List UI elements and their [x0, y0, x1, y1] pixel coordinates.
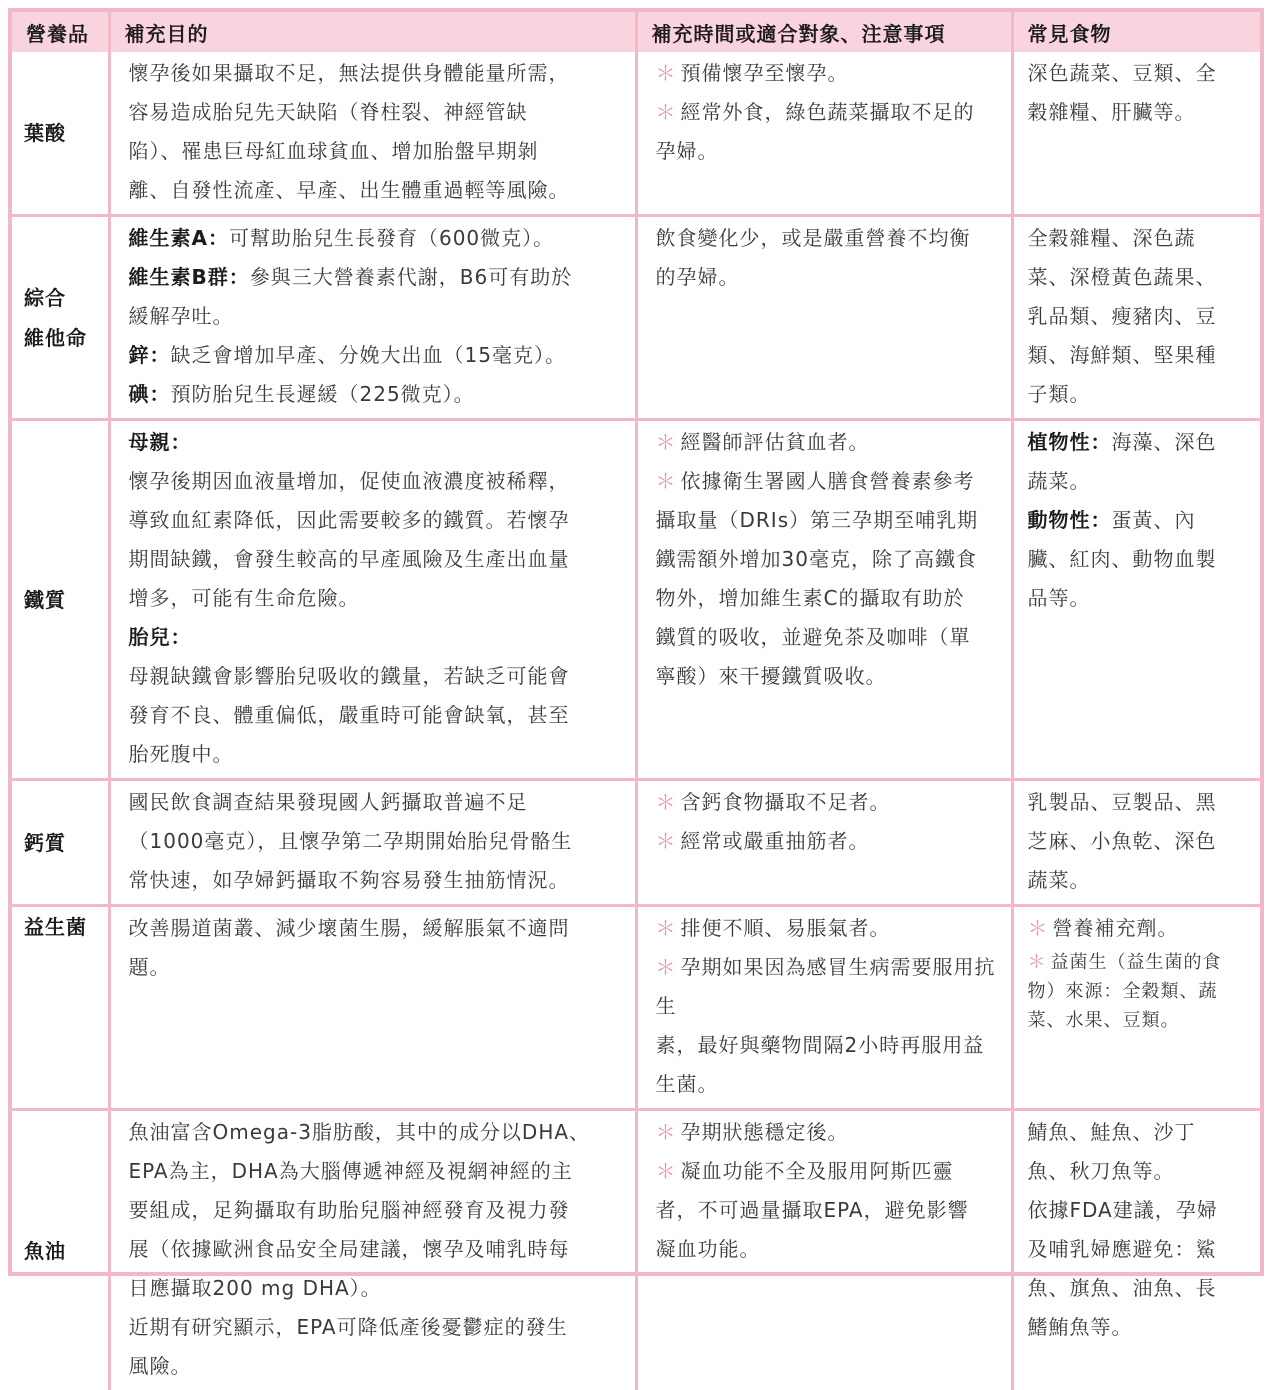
text-line: 要組成，足夠攝取有助胎兒腦神經發育及視力發 — [129, 1191, 623, 1230]
plant-line: 植物性：海藻、深色 — [1028, 423, 1249, 462]
table-row-folic-acid — [12, 52, 1260, 216]
note-line: ＊ 排便不順、易脹氣者。 — [656, 909, 999, 948]
table-row-fish-oil — [12, 1110, 1260, 1390]
text-line: 陷）、罹患巨母紅血球貧血、增加胎盤早期剝 — [129, 132, 623, 171]
text-line: 題。 — [129, 948, 623, 987]
text-line: 懷孕後如果攝取不足，無法提供身體能量所需， — [129, 54, 623, 93]
notes-cell — [636, 420, 1012, 780]
text-line: 容易造成胎兒先天缺陷（脊柱裂、神經管缺 — [129, 93, 623, 132]
text-line: 懷孕後期因血液量增加，促使血液濃度被稀釋， — [129, 462, 623, 501]
text-line: 全穀雜糧、深色蔬 — [1028, 219, 1249, 258]
text-line: 離、自發性流產、早產、出生體重過輕等風險。 — [129, 171, 623, 210]
supplement-name: 鐵質 — [12, 420, 109, 780]
text-line: 鐵質的吸收，並避免茶及咖啡（單 — [656, 618, 999, 657]
text-line: 菜、深橙黃色蔬果、 — [1028, 258, 1249, 297]
notes-cell — [636, 906, 1012, 1110]
note-line: ＊ 孕期如果因為感冒生病需要服用抗生 — [656, 948, 999, 1026]
text-line: 類、海鮮類、堅果種 — [1028, 336, 1249, 375]
note-line: ＊ 經常外食，綠色蔬菜攝取不足的 — [656, 93, 999, 132]
text-line: 展（依據歐洲食品安全局建議，懷孕及哺乳時每 — [129, 1230, 623, 1269]
asterisk-icon: ＊ — [656, 916, 677, 940]
table-row-iron — [12, 420, 1260, 780]
text-line: 臟、紅肉、動物血製 — [1028, 540, 1249, 579]
text-line: 魚、秋刀魚等。 — [1028, 1152, 1249, 1191]
asterisk-icon: ＊ — [656, 469, 677, 493]
text-line: 品等。 — [1028, 579, 1249, 618]
supplement-name: 魚油 — [12, 1110, 109, 1390]
asterisk-icon: ＊ — [656, 790, 677, 814]
text-line: 鯖魚、鮭魚、沙丁 — [1028, 1113, 1249, 1152]
text-line: 凝血功能。 — [656, 1230, 999, 1269]
text-line: 鐵需額外增加30毫克，除了高鐵食 — [656, 540, 999, 579]
table-row-calcium — [12, 780, 1260, 906]
text-line: 深色蔬菜、豆類、全 — [1028, 54, 1249, 93]
text-line: （1000毫克），且懷孕第二孕期開始胎兒骨骼生 — [129, 822, 623, 861]
notes-cell — [636, 1110, 1012, 1390]
asterisk-icon: ＊ — [656, 430, 677, 454]
text-line: 飲食變化少，或是嚴重營養不均衡 — [656, 219, 999, 258]
text-line: 發育不良、體重偏低，嚴重時可能會缺氧，甚至 — [129, 696, 623, 735]
text-line: 導致血紅素降低，因此需要較多的鐵質。若懷孕 — [129, 501, 623, 540]
text-line: 母親缺鐵會影響胎兒吸收的鐵量，若缺乏可能會 — [129, 657, 623, 696]
note-line: ＊ 凝血功能不全及服用阿斯匹靈 — [656, 1152, 999, 1191]
note-line: ＊ 益菌生（益生菌的食 — [1028, 948, 1249, 977]
supplement-name: 鈣質 — [12, 780, 109, 906]
note-line: ＊ 依據衛生署國人膳食營養素參考 — [656, 462, 999, 501]
note-line: ＊ 預備懷孕至懷孕。 — [656, 54, 999, 93]
text-line: 芝麻、小魚乾、深色 — [1028, 822, 1249, 861]
foods-cell — [1012, 216, 1260, 420]
vitamin-a-line: 維生素A：可幫助胎兒生長發育（600微克）。 — [129, 219, 623, 258]
foods-cell — [1012, 52, 1260, 216]
text-line: 寧酸）來干擾鐵質吸收。 — [656, 657, 999, 696]
note-line: ＊ 含鈣食物攝取不足者。 — [656, 783, 999, 822]
text-line: 菜、水果、豆類。 — [1028, 1006, 1249, 1035]
text-line: 魚油富含Omega-3脂肪酸，其中的成分以DHA、 — [129, 1113, 623, 1152]
foods-cell — [1012, 780, 1260, 906]
header-timing-notes: 補充時間或適合對象、注意事項 — [636, 12, 1012, 52]
note-line: ＊ 經常或嚴重抽筋者。 — [656, 822, 999, 861]
purpose-cell — [109, 52, 636, 216]
supplement-name: 綜合 維他命 — [12, 216, 109, 420]
fetus-label: 胎兒： — [129, 618, 623, 657]
text-line: 子類。 — [1028, 375, 1249, 414]
text-line: 蔬菜。 — [1028, 462, 1249, 501]
notes-cell — [636, 780, 1012, 906]
notes-cell — [636, 216, 1012, 420]
asterisk-icon: ＊ — [656, 61, 677, 85]
asterisk-icon: ＊ — [656, 829, 677, 853]
text-line: 國民飲食調查結果發現國人鈣攝取普遍不足 — [129, 783, 623, 822]
purpose-cell — [109, 216, 636, 420]
asterisk-icon: ＊ — [656, 1120, 677, 1144]
text-line: 魚、旗魚、油魚、長 — [1028, 1269, 1249, 1308]
table-row-multivitamin — [12, 216, 1260, 420]
zinc-line: 鋅：缺乏會增加早產、分娩大出血（15毫克）。 — [129, 336, 623, 375]
text-line: 及哺乳婦應避免：鯊 — [1028, 1230, 1249, 1269]
iodine-line: 碘：預防胎兒生長遲緩（225微克）。 — [129, 375, 623, 414]
text-line: 風險。 — [129, 1347, 623, 1386]
text-line: 乳品類、瘦豬肉、豆 — [1028, 297, 1249, 336]
text-line: 物外，增加維生素C的攝取有助於 — [656, 579, 999, 618]
supplement-name: 益生菌 — [12, 906, 109, 1110]
text-line: 乳製品、豆製品、黑 — [1028, 783, 1249, 822]
vitamin-b-line: 維生素B群：參與三大營養素代謝，B6可有助於 — [129, 258, 623, 297]
asterisk-icon: ＊ — [1028, 916, 1049, 940]
text-line: 物）來源：全穀類、蔬 — [1028, 977, 1249, 1006]
header-purpose: 補充目的 — [109, 12, 636, 52]
text-line: 緩解孕吐。 — [129, 297, 623, 336]
nutrition-table-frame — [8, 8, 1264, 1276]
text-line: 增多，可能有生命危險。 — [129, 579, 623, 618]
text-line: 日應攝取200 mg DHA）。 — [129, 1269, 623, 1308]
asterisk-icon: ＊ — [656, 955, 677, 979]
text-line: 者，不可過量攝取EPA，避免影響 — [656, 1191, 999, 1230]
text-line: 穀雜糧、肝臟等。 — [1028, 93, 1249, 132]
asterisk-icon: ＊ — [1028, 952, 1047, 973]
foods-cell — [1012, 420, 1260, 780]
note-line: 孕婦。 — [656, 132, 999, 171]
header-row — [12, 12, 1260, 52]
purpose-cell — [109, 906, 636, 1110]
foods-cell — [1012, 1110, 1260, 1390]
text-line: 期間缺鐵，會發生較高的早產風險及生產出血量 — [129, 540, 623, 579]
animal-line: 動物性：蛋黃、內 — [1028, 501, 1249, 540]
notes-cell — [636, 52, 1012, 216]
note-line: ＊ 經醫師評估貧血者。 — [656, 423, 999, 462]
text-line: 鰭鮪魚等。 — [1028, 1308, 1249, 1347]
asterisk-icon: ＊ — [656, 100, 677, 124]
purpose-cell — [109, 1110, 636, 1390]
purpose-cell — [109, 780, 636, 906]
table-row-probiotics — [12, 906, 1260, 1110]
text-line: 近期有研究顯示，EPA可降低產後憂鬱症的發生 — [129, 1308, 623, 1347]
pregnancy-supplement-table — [12, 12, 1260, 1390]
supplement-name: 葉酸 — [12, 52, 109, 216]
text-line: 蔬菜。 — [1028, 861, 1249, 900]
text-line: 素，最好與藥物間隔2小時再服用益生菌。 — [656, 1026, 999, 1104]
text-line: 胎死腹中。 — [129, 735, 623, 774]
purpose-cell — [109, 420, 636, 780]
text-line: 的孕婦。 — [656, 258, 999, 297]
header-common-foods: 常見食物 — [1012, 12, 1260, 52]
text-line: 常快速，如孕婦鈣攝取不夠容易發生抽筋情況。 — [129, 861, 623, 900]
mother-label: 母親： — [129, 423, 623, 462]
note-line: ＊ 孕期狀態穩定後。 — [656, 1113, 999, 1152]
header-supplement: 營養品 — [12, 12, 109, 52]
note-line: ＊ 營養補充劑。 — [1028, 909, 1249, 948]
text-line: 攝取量（DRIs）第三孕期至哺乳期 — [656, 501, 999, 540]
foods-cell — [1012, 906, 1260, 1110]
text-line: EPA為主，DHA為大腦傳遞神經及視網神經的主 — [129, 1152, 623, 1191]
text-line: 依據FDA建議，孕婦 — [1028, 1191, 1249, 1230]
asterisk-icon: ＊ — [656, 1159, 677, 1183]
text-line: 改善腸道菌叢、減少壞菌生腸，緩解脹氣不適問 — [129, 909, 623, 948]
